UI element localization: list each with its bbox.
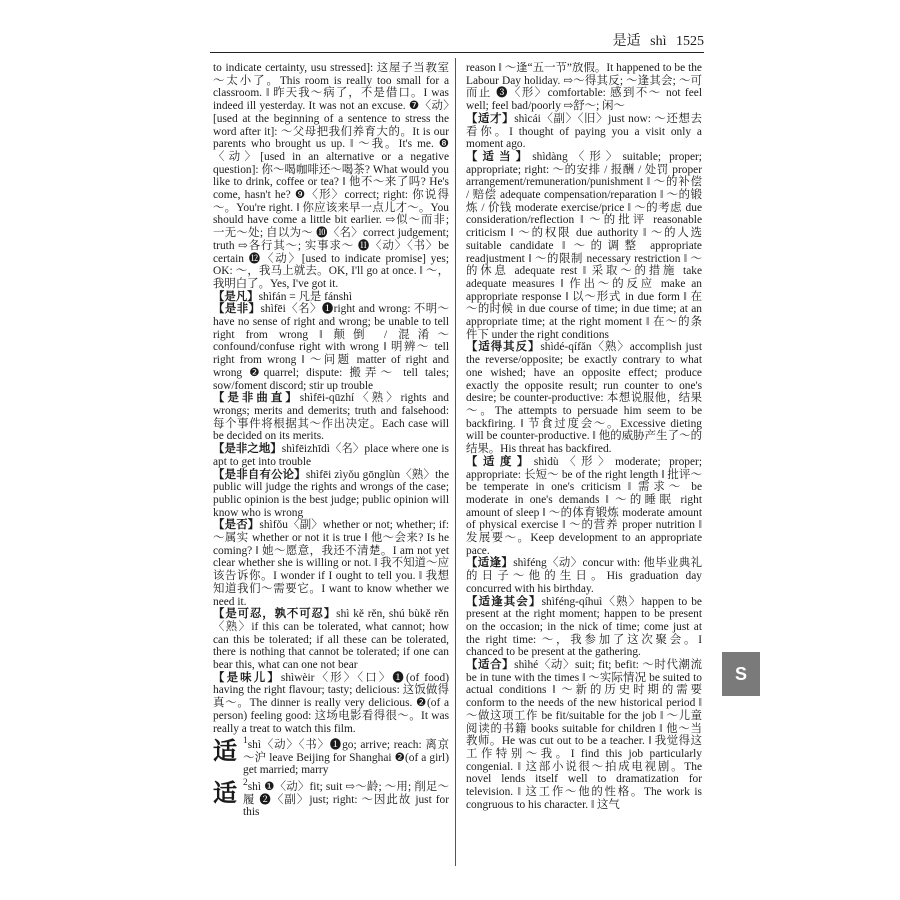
right-column bbox=[466, 62, 702, 862]
entry-definition: to indicate certainty, usu stressed]: 这屋子当教室～太小了。This room is really too small for a classroom. ‖ 昨天我～病了，不是借口。I was indeed ill yesterday. It was not an excuse. ❼〈动〉[used at the beginning of a sentence to stress the word after it]: ～父母把我们养育大的。It is our parents who brought us up. ‖ ～我。It's me. ❽〈动〉[used in an alternative or a negative question]: 你～喝咖啡还～喝茶? What would you like to drink, coffee or tea? ‖ 他不～来了吗? He's come, hasn't he? ❾〈形〉correct; right: 你说得～。You're right. ‖ 你应该来早一点儿才～。You should have come a little bit earlier. ⇨似～而非; 一无～处; 自以为～ ❿〈名〉correct judgement; truth ⇨各行其～; 实事求～ ⓫〈动〉〈书〉be certain ⓬〈动〉[used to indicate promise] yes; OK: ～，我马上就去。OK, I'll go at once. ‖ ～，我明白了。Yes, I've got it. bbox=[213, 62, 449, 290]
page-number: 1525 bbox=[676, 34, 704, 49]
header-guide-word: 是适 bbox=[612, 34, 641, 49]
entry-headword: 【适合】 bbox=[466, 659, 515, 672]
entry-definition: shìwèir〈形〉〈口〉❶(of food) having the right flavour; tasty; delicious: 这饭做得真～。The dinner is really very delicious. ❷(of a person) feeling good: 这场电影看得很～。It was really a treat to watch this film. bbox=[213, 671, 449, 735]
entry-character: 适 bbox=[213, 781, 237, 808]
entry-definition: shìféng-qíhuì〈熟〉happen to be present at the right moment; happen to be present on the occasion; in the nick of time; come just at the right time: ～，我参加了这次聚会。I chanced to be present at the gathering. bbox=[466, 595, 702, 659]
dictionary-entry bbox=[213, 443, 449, 468]
entry-headword: 【是非】 bbox=[213, 303, 261, 316]
dictionary-entry bbox=[466, 659, 702, 811]
entry-headword: 【是非自有公论】 bbox=[213, 468, 306, 481]
dictionary-entry bbox=[213, 608, 449, 672]
dictionary-entry bbox=[213, 777, 449, 819]
dictionary-entry bbox=[213, 62, 449, 291]
dictionary-entry bbox=[466, 596, 702, 660]
dictionary-entry bbox=[466, 456, 702, 558]
entry-definition: shìfǒu〈副〉whether or not; whether; if: ～属实 whether or not it is true ‖ 他～会来? Is he coming? ‖ 她～愿意，我还不清楚。I am not yet clear whether she is willing or not. ‖ 我不知道～应该告诉你。I wonder if I ought to tell you. ‖ 我想知道我们～需要它。I want to know whether we need it. bbox=[213, 519, 449, 608]
entry-definition: shìcái〈副〉〈旧〉just now: ～还想去看你。I thought of paying you a visit only a moment ago. bbox=[466, 112, 702, 151]
dictionary-entry bbox=[466, 62, 702, 113]
entry-headword: 【是可忍，孰不可忍】 bbox=[213, 608, 337, 621]
entry-definition: shìdé-qífǎn〈熟〉accomplish just the reverse/opposite; be exactly contrary to what one wished; have an opposite effect; produce exactly the opposite result; run counter to one's desire; be counter-productive: 本想说服他，结果～。The attempts to persuade him seem to be backfiring. ‖ 节食过度会～。Excessive dieting will be counter-productive. ‖ 他的威胁产生了～的结果。His threat has backfired. bbox=[466, 341, 702, 456]
thumb-index-tab[interactable]: S bbox=[722, 652, 760, 696]
entry-headword: 【适逢其会】 bbox=[466, 595, 542, 608]
entry-definition: shìfēi-qūzhí〈熟〉rights and wrongs; merits and demerits; truth and falsehood: 每个事件将根据其～作出决定。Each case will be decided on its merits. bbox=[213, 392, 449, 443]
entry-definition: shìfán = 凡是 fánshì bbox=[258, 290, 353, 303]
dictionary-entry bbox=[213, 392, 449, 443]
entry-definition: shì ❶〈动〉fit; suit ⇨～龄; ～用; 削足～履 ❷〈副〉just; right: ～因此故 just for this bbox=[243, 780, 449, 819]
column-divider bbox=[455, 58, 456, 866]
entry-definition: shìdù〈形〉moderate; proper; appropriate: 长短～ be of the right length ‖ 批评～ be temperate in one's criticism ‖ 需求～ be moderate in one's demands ‖ ～的睡眠 right amount of sleep ‖ ～的体育锻炼 moderate amount of physical exercise ‖ ～的营养 proper nutrition ‖ 发展要～。Keep development to an appropriate pace. bbox=[466, 455, 702, 557]
dictionary-entry bbox=[466, 151, 702, 342]
entry-headword: 【是非曲直】 bbox=[213, 392, 300, 405]
entry-definition: shì〈动〉〈书〉❶go; arrive; reach: 离京～沪 leave Beijing for Shanghai ❷(of a girl) get married; marry bbox=[243, 739, 449, 777]
entry-definition: shìféng〈动〉concur with: 他毕业典礼的日子～他的生日。His graduation day concurred with his birthday. bbox=[466, 557, 702, 595]
entry-definition: shì kě rěn, shú bùkě rěn〈熟〉if this can be tolerated, what cannot; how can this be tolerated; if all these can be tolerated, there is nothing that cannot be tolerated; if one can bear this, what can one not bear bbox=[213, 608, 449, 672]
left-column bbox=[213, 62, 449, 862]
header-pinyin: shì bbox=[650, 34, 667, 49]
entry-definition: shìfēi〈名〉❶right and wrong: 不明～ have no sense of right and wrong; be unable to tell right from wrong ‖ 颠倒 / 混淆～ confound/confuse right with wrong ‖ 明辨～ tell right from wrong ‖ ～问题 matter of right and wrong ❷quarrel; dispute: 搬弄～ tell tales; sow/foment discord; stir up trouble bbox=[213, 303, 449, 392]
dictionary-entry bbox=[213, 519, 449, 608]
page-header bbox=[560, 30, 704, 50]
entry-headword: 【是凡】 bbox=[213, 290, 259, 303]
dictionary-entry bbox=[213, 735, 449, 777]
entry-headword: 【适当】 bbox=[466, 150, 533, 163]
dictionary-entry bbox=[213, 291, 449, 304]
entry-character: 适 bbox=[213, 739, 237, 766]
entry-definition: reason ‖ ～逢“五一节”放假。It happened to be the Labour Day holiday. ⇨～得其反; ～逢其会; ～可而止 ❸〈形〉comfortable: 感到不～ not feel well; feel bad/poorly ⇨舒～; 闲～ bbox=[466, 62, 702, 113]
homograph-number: 1 bbox=[243, 736, 248, 747]
dictionary-entry bbox=[466, 557, 702, 595]
dictionary-entry bbox=[213, 672, 449, 736]
entry-definition: shìfēizhīdì〈名〉place where one is apt to get into trouble bbox=[213, 443, 449, 468]
homograph-number: 2 bbox=[243, 778, 248, 789]
entry-definition: shìfēi zìyǒu gōnglùn〈熟〉the public will judge the rights and wrongs of the case; public opinion is the best judge; public opinion will know who is wrong bbox=[213, 468, 449, 519]
entry-headword: 【是味儿】 bbox=[213, 671, 281, 684]
entry-headword: 【适度】 bbox=[466, 455, 534, 468]
entry-headword: 【适得其反】 bbox=[466, 341, 541, 354]
entry-headword: 【适才】 bbox=[466, 112, 515, 125]
entry-definition: shìdàng〈形〉suitable; proper; appropriate; right: ～的安排 / 报酬 / 处罚 proper arrangement/remuneration/punishment ‖ ～的补偿 / 赔偿 adequate compensation/reparation ‖ ～的锻炼 / 价钱 moderate exercise/price ‖ ～的考虑 due consideration/reflection ‖ ～的批评 reasonable criticism ‖ ～的权限 due authority ‖ ～的人选 suitable candidate ‖ ～的调整 appropriate readjustment ‖ ～的限制 necessary restriction ‖ ～的休息 adequate rest ‖ 采取～的措施 take adequate measures ‖ 作出～的反应 make an appropriate response ‖ 以～形式 in due form ‖ 在～的时候 in due course of time; in due time; at an appropriate time; at the right moment ‖ 在～的条件下 under the right conditions bbox=[466, 150, 702, 341]
dictionary-entry bbox=[466, 113, 702, 151]
dictionary-entry bbox=[213, 469, 449, 520]
header-rule bbox=[210, 52, 704, 53]
entry-headword: 【是非之地】 bbox=[213, 443, 282, 456]
dictionary-entry bbox=[213, 303, 449, 392]
entry-headword: 【适逢】 bbox=[466, 557, 514, 570]
entry-headword: 【是否】 bbox=[213, 519, 260, 532]
dictionary-entry bbox=[466, 341, 702, 455]
entry-definition: shìhé〈动〉suit; fit; befit: ～时代潮流 be in tune with the times ‖ ～实际情况 be suited to actual conditions ‖ ～新的历史时期的需要 conform to the needs of the new historical period ‖ ～做这项工作 be fit/suitable for the job ‖ ～儿童阅读的书籍 books suitable for children ‖ 他～当教师。He was cut out to be a teacher. ‖ 我觉得这工作特别～我。I find this job particularly congenial. ‖ 这部小说很～拍成电视剧。The novel lends itself well to dramatization for television. ‖ 这工作～他的性格。The work is congruous to his character. ‖ 这气 bbox=[466, 659, 702, 811]
